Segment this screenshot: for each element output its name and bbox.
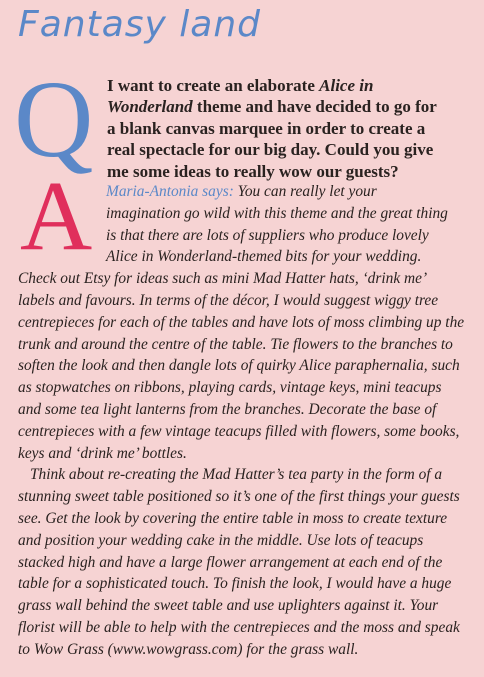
answer-line: and some tea light lanterns from the branches. Decorate the base of <box>18 400 437 418</box>
answer-line: as stopwatches on ribbons, playing cards, vintage keys, mini teacups <box>18 379 442 397</box>
question-book-title-2: Wonderland <box>107 97 193 117</box>
answer-dropcap: A <box>20 160 93 271</box>
answer-line: keys and ‘drink me’ bottles. <box>18 444 187 462</box>
page-title: Fantasy land <box>18 4 261 45</box>
answer-line: centrepieces with a few vintage teacups filled with flowers, some books, <box>18 422 460 440</box>
answer-line: florist will be able to help with the centrepieces and the moss and speak <box>18 618 460 636</box>
question-line: real spectacle for our big day. Could you give <box>107 140 434 160</box>
question-dropcap: Q <box>14 58 94 180</box>
answer-line: Think about re-creating the Mad Hatter’s tea party in the form of a <box>30 466 443 484</box>
answer-line: and position your wedding cake in the middle. Use lots of teacups <box>18 531 424 549</box>
answer-speaker: Maria-Antonia says: <box>106 183 234 200</box>
question-book-title: Alice in <box>319 76 374 95</box>
question-line: me some ideas to really wow our guests? <box>107 161 399 181</box>
question-line: I want to create an elaborate Alice in <box>107 76 374 95</box>
answer-line: to Wow Grass (www.wowgrass.com) for the grass wall. <box>18 640 359 658</box>
answer-line: soften the look and then dangle lots of quirky Alice paraphernalia, such <box>18 357 460 375</box>
answer-line: grass wall behind the sweet table and use uplighters against it. Your <box>18 597 439 615</box>
answer-line: Check out Etsy for ideas such as mini Mad Hatter hats, ‘drink me’ <box>18 270 428 288</box>
answer-line: table for a sophisticated touch. To finish the look, I would have a huge <box>18 575 452 593</box>
answer-line: see. Get the look by covering the entire table in moss to create texture <box>18 509 448 527</box>
answer-line: centrepieces for each of the tables and have lots of moss climbing up the <box>18 313 465 331</box>
question-line: a blank canvas marquee in order to create a <box>107 118 426 138</box>
answer-line: stacked high and have a large flower arrangement at each end of the <box>18 553 443 571</box>
answer-text <box>18 181 478 661</box>
answer-line: trunk and around the centre of the table. Tie flowers to the branches to <box>18 335 453 353</box>
answer-line: Maria-Antonia says: You can really let your <box>106 183 377 200</box>
answer-line: stunning sweet table positioned so it’s one of the first things your guests <box>18 488 460 506</box>
answer-line: labels and favours. In terms of the décor, I would suggest wiggy tree <box>18 291 439 309</box>
answer-line: is that there are lots of suppliers who produce lovely <box>106 226 429 244</box>
answer-line: Alice in Wonderland-themed bits for your wedding. <box>106 248 422 266</box>
answer-line: imagination go wild with this theme and the great thing <box>106 204 448 222</box>
question-text <box>107 75 477 182</box>
question-line: Wonderland theme and have decided to go for <box>107 97 437 117</box>
